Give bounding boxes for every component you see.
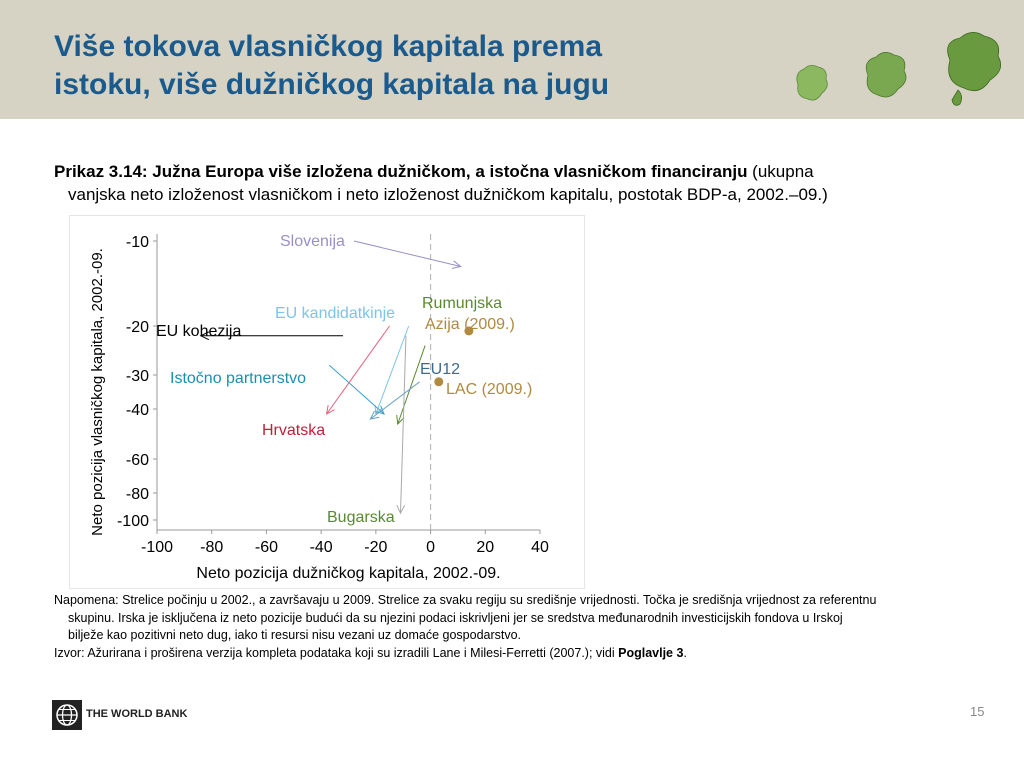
series-label: Bugarska	[327, 509, 395, 526]
europe-maps-decoration	[780, 30, 1020, 120]
x-tick-label: 20	[476, 539, 495, 556]
source-prefix: Izvor: Ažurirana i proširena verzija kompleta podataka koji su izradili Lane i Milesi-Ferretti (2007.); vidi	[54, 645, 619, 660]
x-tick-label: 40	[531, 539, 549, 556]
series-label: Slovenija	[280, 233, 345, 250]
x-tick-label: -60	[254, 539, 278, 556]
y-tick-label: -60	[125, 452, 149, 469]
y-tick-label: -20	[125, 319, 149, 336]
map-medium-icon	[866, 52, 906, 97]
note-line-1: Napomena: Strelice počinju u 2002., a završavaju u 2009. Strelice za svaku regiju su središnje vrijednosti. Točka je središnja vrijednost za referentnu	[54, 593, 877, 607]
page-number: 15	[970, 704, 985, 719]
y-tick-label: -30	[125, 368, 149, 385]
x-tick-label: -80	[200, 539, 224, 556]
arrow-shaft	[354, 241, 461, 267]
x-tick-label: -40	[309, 539, 333, 556]
series-label: EU kandidatkinje	[275, 305, 396, 322]
y-tick-label: -40	[125, 402, 149, 419]
arrow-shaft	[398, 346, 425, 424]
x-tick-label: -20	[364, 539, 388, 556]
y-axis-title: Neto pozicija vlasničkog kapitala, 2002.-09.	[89, 248, 106, 536]
note-line-3: bilježe kao pozitivni neto dug, iako ti resursi nisu vezani uz domaće gospodarstvo.	[68, 628, 522, 642]
map-large-icon	[948, 32, 1001, 105]
source-line	[54, 645, 994, 663]
series-label: Rumunjska	[422, 295, 503, 312]
arrow-shaft	[400, 336, 405, 513]
series-label: EU kohezija	[156, 323, 242, 340]
source-suffix: .	[683, 645, 687, 660]
series-label: Hrvatska	[262, 422, 326, 439]
series-label: Azija (2009.)	[425, 316, 515, 333]
footer-org-name: THE WORLD BANK	[86, 708, 188, 720]
source-bold-link: Poglavlje 3	[618, 645, 684, 660]
slide-header	[0, 0, 1024, 119]
figure-caption	[54, 160, 994, 206]
notes-block	[54, 592, 994, 662]
caption-rest-2: vanjska neto izloženost vlasničkom i neto izloženost dužničkom kapitalu, postotak BDP-a, 2002.–09.)	[68, 185, 828, 204]
series-label: Istočno partnerstvo	[170, 370, 307, 387]
x-tick-label: 0	[426, 539, 436, 556]
arrow-shaft	[370, 382, 419, 419]
scatter-chart	[70, 216, 584, 588]
caption-bold: Prikaz 3.14: Južna Europa više izložena dužničkom, a istočna vlasničkom financiranju	[54, 162, 748, 181]
y-tick-label: -80	[125, 486, 149, 503]
title-line-2: istoku, više dužničkog kapitala na jugu	[54, 68, 610, 101]
chart-panel	[69, 215, 585, 589]
title-line-1: Više tokova vlasničkog kapitala prema	[54, 30, 603, 63]
y-tick-label: -100	[116, 513, 149, 530]
y-tick-label: -10	[125, 234, 149, 251]
world-bank-logo-icon	[52, 700, 82, 730]
x-tick-label: -100	[140, 539, 174, 556]
series-label: LAC (2009.)	[446, 381, 533, 398]
series-label: EU12	[420, 361, 461, 378]
note-line-2: skupinu. Irska je isključena iz neto pozicije budući da su njezini podaci iskrivljeni jer se sredstva međunarodnih investicijskih fondova u Irskoj	[68, 610, 843, 625]
slide-title	[54, 28, 754, 104]
x-axis-title: Neto pozicija dužničkog kapitala, 2002.-09.	[196, 565, 501, 582]
caption-rest-1: (ukupna	[747, 162, 814, 181]
reference-point	[434, 377, 443, 386]
arrow-shaft	[327, 326, 390, 414]
map-small-icon	[797, 65, 827, 100]
